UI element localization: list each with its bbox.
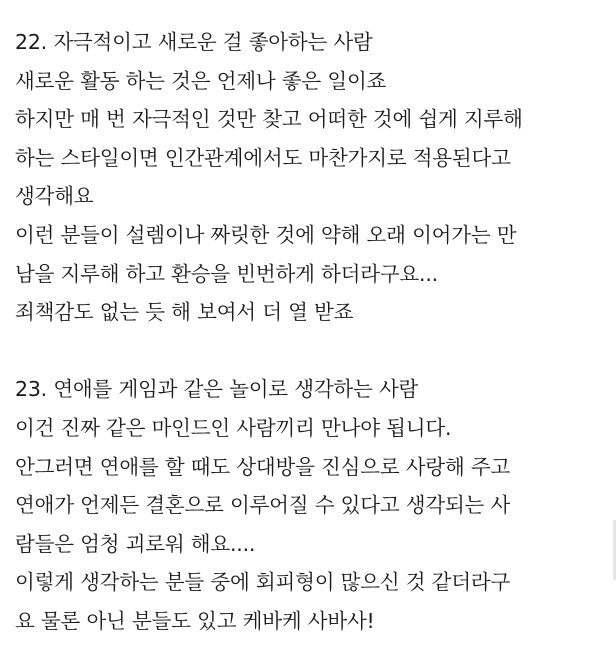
text-line: 연애가 언제든 결혼으로 이루어질 수 있다고 생각되는 사	[15, 493, 511, 518]
text-line: 요 물론 아닌 분들도 있고 케바케 사바사!	[15, 608, 375, 633]
text-line: 안그러면 연애를 할 때도 상대방을 진심으로 사랑해 주고	[15, 454, 511, 479]
section-23	[15, 370, 615, 640]
section-heading: 23. 연애를 게임과 같은 놀이로 생각하는 사람	[15, 377, 419, 402]
text-line: 이런 분들이 설렘이나 짜릿한 것에 약해 오래 이어가는 만	[15, 222, 517, 247]
text-line: 하지만 매 번 자극적인 것만 찾고 어떠한 것에 쉽게 지루해	[15, 107, 523, 132]
text-line: 하는 스타일이면 인간관계에서도 마찬가지로 적용된다고	[15, 145, 511, 170]
article-body	[15, 23, 615, 641]
text-line: 남을 지루해 하고 환승을 빈번하게 하더라구요...	[15, 261, 438, 286]
section-heading: 22. 자극적이고 새로운 걸 좋아하는 사람	[15, 30, 373, 54]
text-line: 이건 진짜 같은 마인드인 사람끼리 만나야 됩니다.	[15, 415, 452, 440]
text-line: 새로운 활동 하는 것은 언제나 좋은 일이죠	[15, 68, 387, 93]
text-line: 람들은 엄청 괴로워 해요....	[15, 531, 256, 556]
section-22	[15, 23, 615, 332]
section-spacer	[15, 332, 615, 371]
text-line: 이렇게 생각하는 분들 중에 회피형이 많으신 것 같더라구	[15, 570, 511, 595]
text-line: 생각해요	[15, 184, 94, 209]
text-line: 죄책감도 없는 듯 해 보여서 더 열 받죠	[15, 300, 354, 325]
